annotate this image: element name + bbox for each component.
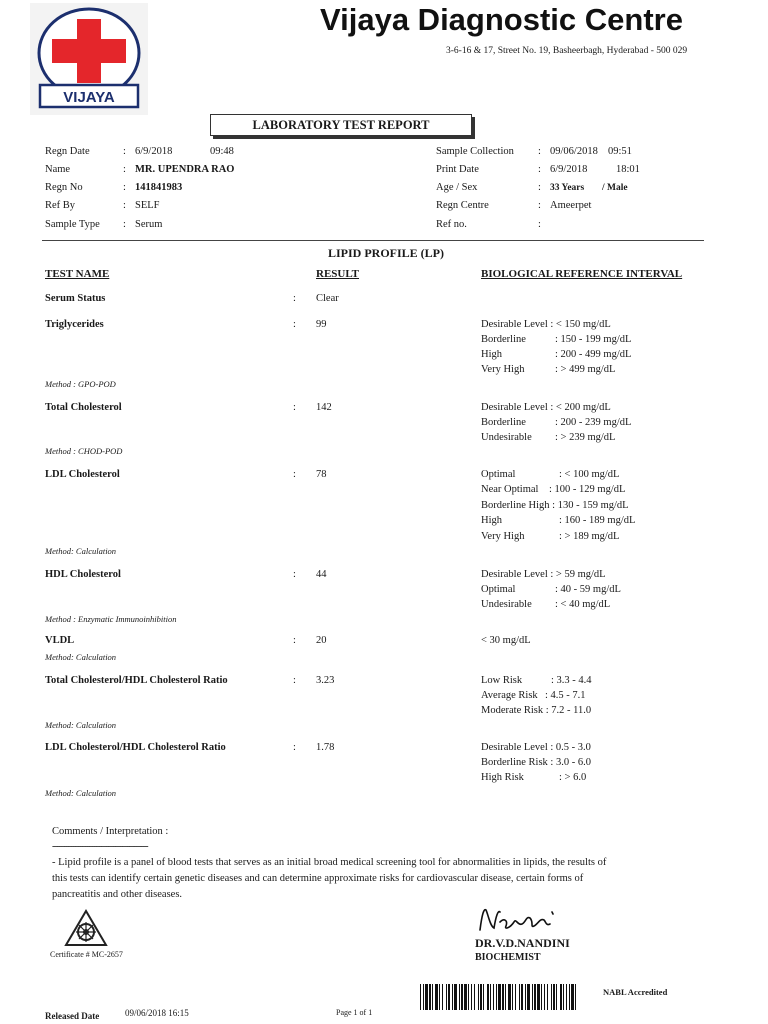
patient-name: MR. UPENDRA RAO <box>135 164 235 175</box>
regn-centre-value: Ameerpet <box>550 200 592 211</box>
test-name: Total Cholesterol <box>45 402 122 413</box>
test-result: 1.78 <box>316 742 335 753</box>
doctor-name: DR.V.D.NANDINI <box>475 936 570 950</box>
sample-collection-row <box>436 146 716 162</box>
ref-line: High <box>481 349 502 360</box>
ref-range: : < 40 mg/dL <box>555 599 611 610</box>
certification-seal-icon <box>64 909 108 947</box>
ref-range: : 4.5 - 7.1 <box>545 690 586 701</box>
certificate-number: Certificate # MC-2657 <box>50 950 123 959</box>
test-colon: : <box>293 742 296 753</box>
ref-range: : 200 - 239 mg/dL <box>555 417 632 428</box>
regn-centre-label: Regn Centre <box>436 200 489 211</box>
print-date-row <box>436 164 716 180</box>
ref-range: : > 239 mg/dL <box>555 432 616 443</box>
sample-collection-label: Sample Collection <box>436 146 514 157</box>
regn-date-colon: : <box>123 146 126 157</box>
regn-no-colon: : <box>123 182 126 193</box>
report-title: LABORATORY TEST REPORT <box>210 114 472 136</box>
regn-centre-colon: : <box>538 200 541 211</box>
ref-by-value: SELF <box>135 200 160 211</box>
test-method: Method: Calculation <box>45 720 117 730</box>
test-name: LDL Cholesterol <box>45 469 120 480</box>
section-title: LIPID PROFILE (LP) <box>328 246 445 260</box>
test-method: Method: Calculation <box>45 788 117 798</box>
test-result: 99 <box>316 319 327 330</box>
test-name: VLDL <box>45 635 75 646</box>
lab-address: 3-6-16 & 17, Street No. 19, Basheerbagh, Hyderabad - 500 029 <box>446 46 688 56</box>
regn-date-row <box>45 146 375 162</box>
patient-info-left <box>45 146 375 238</box>
comments-title: Comments / Interpretation : <box>52 826 169 837</box>
test-result: 20 <box>316 635 327 646</box>
ref-line: Undesirable <box>481 599 532 610</box>
sample-type-value: Serum <box>135 219 163 230</box>
test-method: Method : CHOD-POD <box>45 446 123 456</box>
sample-collection-date: 09/06/2018 <box>550 146 598 157</box>
ref-line: High Risk <box>481 772 524 783</box>
ref-range: : > 189 mg/dL <box>559 531 620 542</box>
ref-by-colon: : <box>123 200 126 211</box>
test-method: Method: Calculation <box>45 546 117 556</box>
ref-line: Borderline <box>481 334 526 345</box>
ref-range: : 3.3 - 4.4 <box>551 675 592 686</box>
ref-no-colon: : <box>538 219 541 230</box>
regn-date-value: 6/9/2018 <box>135 146 173 157</box>
print-time-value: 18:01 <box>616 164 640 175</box>
test-method: Method : GPO-POD <box>45 379 116 389</box>
ref-line: Undesirable <box>481 432 532 443</box>
column-header-reference: BIOLOGICAL REFERENCE INTERVAL <box>481 268 683 280</box>
lab-name: Vijaya Diagnostic Centre <box>320 2 683 37</box>
print-date-colon: : <box>538 164 541 175</box>
ref-line: Optimal <box>481 469 516 480</box>
doctor-designation: BIOCHEMIST <box>475 952 541 963</box>
test-result: 44 <box>316 569 327 580</box>
regn-centre-row <box>436 200 716 216</box>
ref-no-label: Ref no. <box>436 219 467 230</box>
ref-line: Borderline Risk : 3.0 - 6.0 <box>481 757 591 768</box>
ref-range: : > 499 mg/dL <box>555 364 616 375</box>
test-colon: : <box>293 293 296 304</box>
regn-date-label: Regn Date <box>45 146 90 157</box>
age-sex-label: Age / Sex <box>436 182 478 193</box>
test-result: 142 <box>316 402 332 413</box>
ref-line: < 30 mg/dL <box>481 635 531 646</box>
ref-range: : 150 - 199 mg/dL <box>555 334 632 345</box>
sample-collection-colon: : <box>538 146 541 157</box>
doctor-signature <box>476 904 564 936</box>
test-colon: : <box>293 469 296 480</box>
print-date-value: 6/9/2018 <box>550 164 588 175</box>
test-name: LDL Cholesterol/HDL Cholesterol Ratio <box>45 742 226 753</box>
ref-range: : 100 - 129 mg/dL <box>549 484 626 495</box>
ref-range: : > 6.0 <box>559 772 587 783</box>
ref-by-row <box>45 200 375 216</box>
comments-divider: ----------------------------------------- <box>52 841 148 852</box>
ref-range: : < 100 mg/dL <box>559 469 620 480</box>
sample-type-row <box>45 219 375 235</box>
test-name: HDL Cholesterol <box>45 569 121 580</box>
sample-type-label: Sample Type <box>45 219 100 230</box>
ref-range: : 40 - 59 mg/dL <box>555 584 621 595</box>
ref-line: Desirable Level : 0.5 - 3.0 <box>481 742 591 753</box>
ref-by-label: Ref By <box>45 200 76 211</box>
ref-line: Very High <box>481 364 525 375</box>
age-value: 33 Years <box>550 183 585 193</box>
sex-value: / Male <box>602 183 628 193</box>
test-name: Triglycerides <box>45 319 104 330</box>
ref-line: Borderline <box>481 417 526 428</box>
sample-collection-time: 09:51 <box>608 146 632 157</box>
page-number: Page 1 of 1 <box>336 1008 373 1017</box>
test-colon: : <box>293 402 296 413</box>
regn-no-label: Regn No <box>45 182 83 193</box>
ref-line: Moderate Risk : 7.2 - 11.0 <box>481 705 592 716</box>
ref-line: Low Risk <box>481 675 523 686</box>
test-colon: : <box>293 319 296 330</box>
age-sex-row <box>436 182 716 198</box>
test-name: Serum Status <box>45 293 106 304</box>
name-label: Name <box>45 164 71 175</box>
print-date-label: Print Date <box>436 164 479 175</box>
regn-no-row <box>45 182 375 198</box>
ref-line: High <box>481 515 502 526</box>
regn-date-time: 09:48 <box>210 146 234 157</box>
column-header-result: RESULT <box>316 268 360 280</box>
ref-range: : 160 - 189 mg/dL <box>559 515 636 526</box>
comments-text: - Lipid profile is a panel of blood tests that serves as an initial broad medical screening tool for abnormalities in lipids, the results of this tests can identify certain genetic diseases and can determine approximate risks for cardiovascular disease, certain forms of pancreatitis and other diseases. <box>52 857 607 900</box>
test-result: Clear <box>316 293 339 304</box>
test-method: Method : Enzymatic Immunoinhibition <box>45 614 177 624</box>
barcode <box>420 984 576 1010</box>
ref-line: Desirable Level : < 200 mg/dL <box>481 402 611 413</box>
ref-range: : 200 - 499 mg/dL <box>555 349 632 360</box>
regn-no-value: 141841983 <box>135 182 183 193</box>
nabl-accredited: NABL Accredited <box>603 987 668 997</box>
header-divider <box>42 240 704 241</box>
test-colon: : <box>293 635 296 646</box>
test-colon: : <box>293 675 296 686</box>
lab-logo <box>30 3 148 115</box>
ref-line: Desirable Level : > 59 mg/dL <box>481 569 606 580</box>
test-result: 78 <box>316 469 327 480</box>
logo-text: VIJAYA <box>63 89 115 106</box>
name-row <box>45 164 375 180</box>
test-colon: : <box>293 569 296 580</box>
column-header-test-name: TEST NAME <box>45 268 110 280</box>
released-date-value: 09/06/2018 16:15 <box>125 1008 189 1018</box>
test-result: 3.23 <box>316 675 335 686</box>
ref-line: Desirable Level : < 150 mg/dL <box>481 319 611 330</box>
test-method: Method: Calculation <box>45 652 117 662</box>
released-date-label: Released Date <box>45 1011 100 1021</box>
name-colon: : <box>123 164 126 175</box>
ref-no-row <box>436 219 716 235</box>
ref-line: Optimal <box>481 584 516 595</box>
ref-line: Borderline High : 130 - 159 mg/dL <box>481 500 629 511</box>
ref-line: Very High <box>481 531 525 542</box>
test-name: Total Cholesterol/HDL Cholesterol Ratio <box>45 675 228 686</box>
sample-type-colon: : <box>123 219 126 230</box>
age-sex-colon: : <box>538 182 541 193</box>
patient-info-right <box>436 146 716 238</box>
ref-line: Near Optimal <box>481 484 539 495</box>
ref-line: Average Risk <box>481 690 538 701</box>
